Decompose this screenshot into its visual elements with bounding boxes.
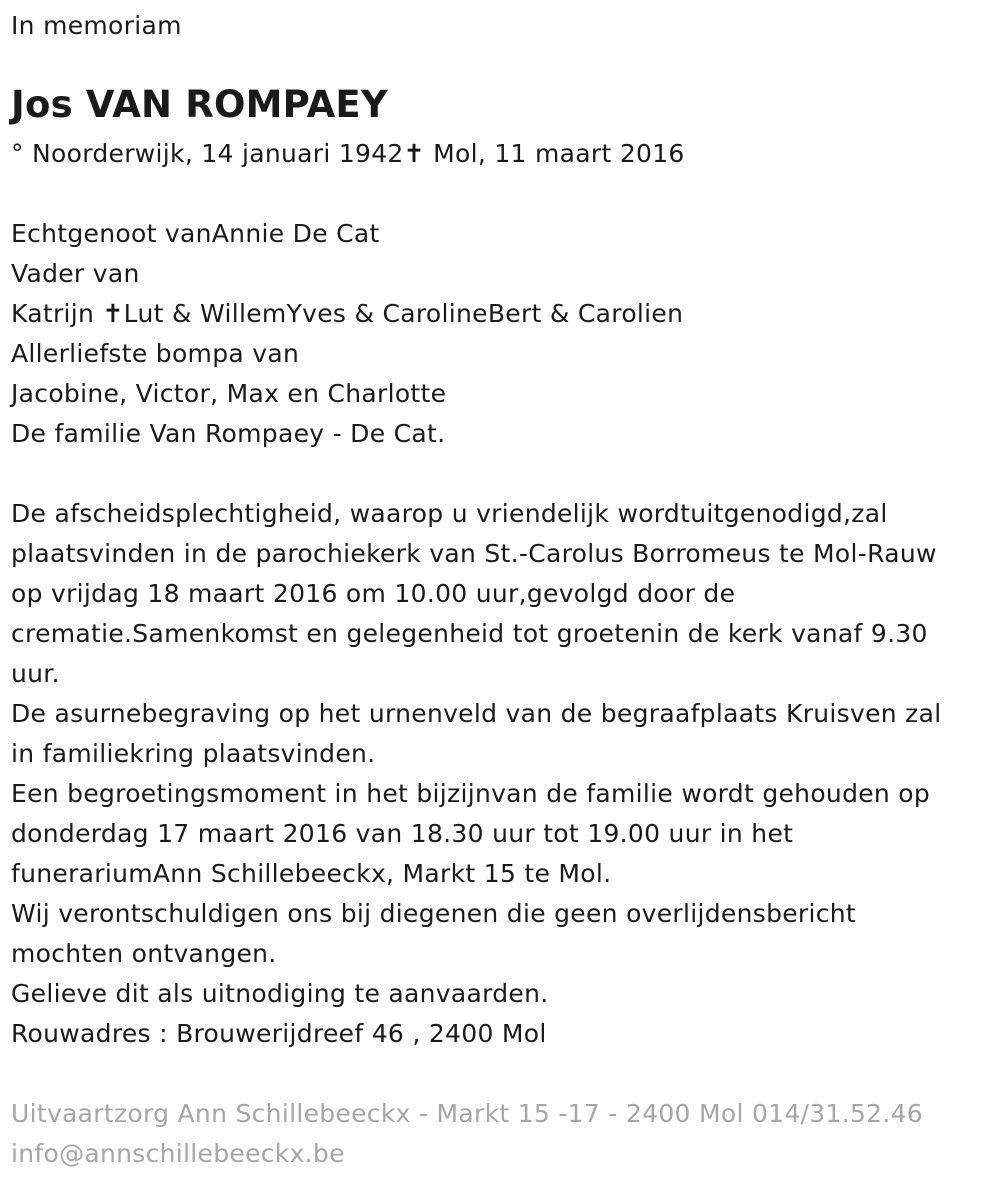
funeral-home-address: Uitvaartzorg Ann Schillebeeckx - Markt 15 -17 - 2400 Mol 014/31.52.46 [11,1099,924,1128]
ceremony-line: mochten ontvangen. [11,939,277,968]
ceremony-line: donderdag 17 maart 2016 van 18.30 uur tot 19.00 uur in het [11,819,794,848]
ceremony-line: De afscheidsplechtigheid, waarop u vriendelijk wordtuitgenodigd,zal [11,499,888,528]
family-line: Katrijn ✝Lut & WillemYves & CarolineBert & Carolien [11,299,684,328]
birth-death-dates: ° Noorderwijk, 14 januari 1942✝ Mol, 11 maart 2016 [11,139,685,168]
notice-label: In memoriam [11,11,182,40]
ceremony-section [11,494,941,1054]
family-line: Jacobine, Victor, Max en Charlotte [11,379,447,408]
funeral-home-email: info@annschillebeeckx.be [11,1139,345,1168]
ceremony-line: funerariumAnn Schillebeeckx, Markt 15 te Mol. [11,859,612,888]
ceremony-line: uur. [11,659,60,688]
ceremony-line: in familiekring plaatsvinden. [11,739,376,768]
family-line: Echtgenoot vanAnnie De Cat [11,219,380,248]
ceremony-line: De asurnebegraving op het urnenveld van de begraafplaats Kruisven zal [11,699,942,728]
ceremony-line: Wij verontschuldigen ons bij diegenen die geen overlijdensbericht [11,899,857,928]
mourning-address: Rouwadres : Brouwerijdreef 46 , 2400 Mol [11,1019,547,1048]
family-line: Allerliefste bompa van [11,339,300,368]
ceremony-line: op vrijdag 18 maart 2016 om 10.00 uur,gevolgd door de [11,579,736,608]
funeral-home-footer [11,1094,923,1174]
ceremony-line: Een begroetingsmoment in het bijzijnvan de familie wordt gehouden op [11,779,931,808]
family-section [11,214,683,454]
deceased-name: Jos VAN ROMPAEY [11,83,388,126]
ceremony-line: plaatsvinden in de parochiekerk van St.-Carolus Borromeus te Mol-Rauw [11,539,937,568]
ceremony-line: crematie.Samenkomst en gelegenheid tot groetenin de kerk vanaf 9.30 [11,619,928,648]
family-line: Vader van [11,259,140,288]
family-line: De familie Van Rompaey - De Cat. [11,419,446,448]
ceremony-line: Gelieve dit als uitnodiging te aanvaarden. [11,979,549,1008]
